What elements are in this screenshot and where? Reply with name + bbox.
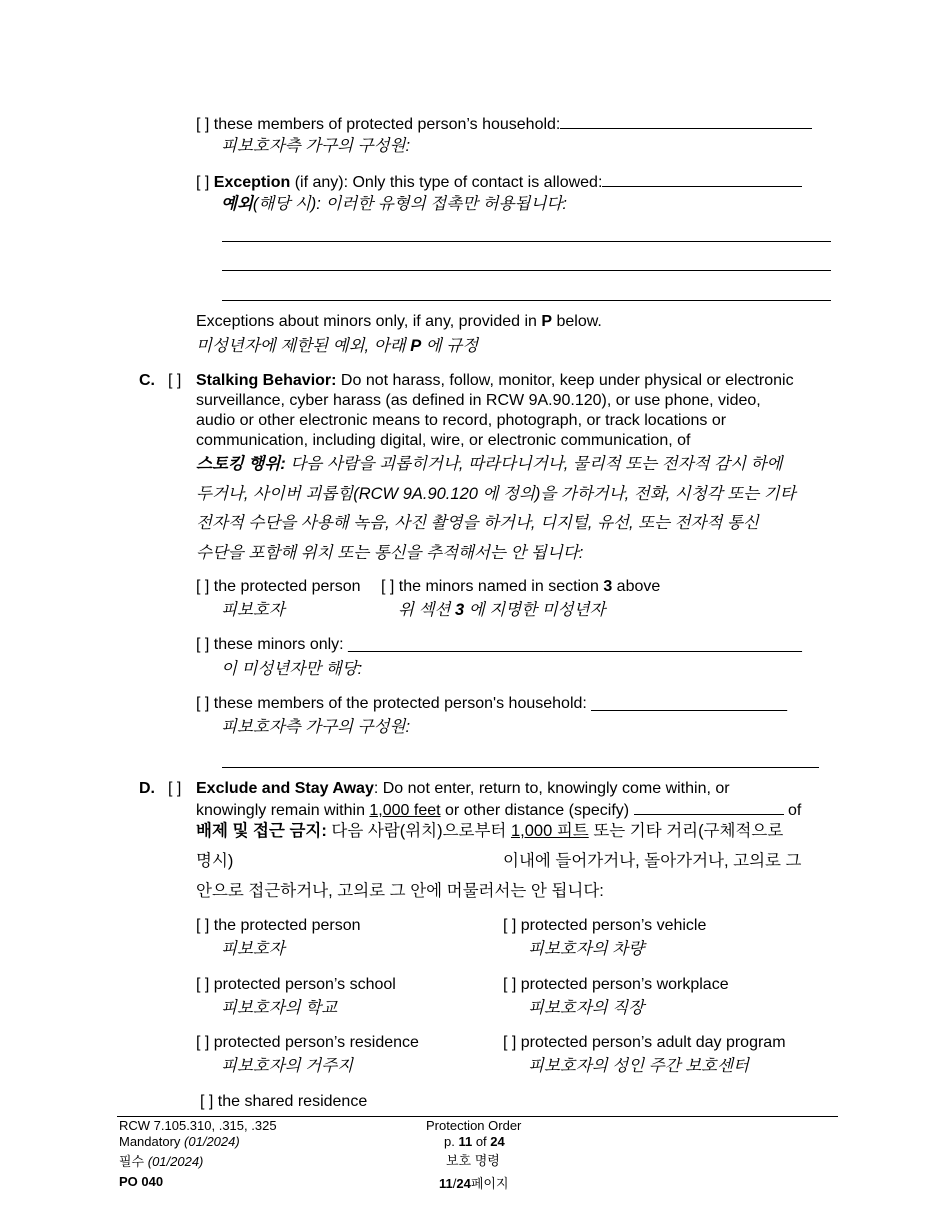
d-option-protected-person[interactable]: [ ] the protected person bbox=[196, 917, 361, 934]
exception-line-1[interactable] bbox=[222, 241, 831, 242]
section-d-checkbox[interactable]: [ ] bbox=[168, 780, 182, 797]
exception-line-3[interactable] bbox=[222, 300, 831, 301]
footer-page-total: 24 bbox=[490, 1134, 505, 1149]
section-c-line-3: audio or other electronic means to record, photograph, or track locations or bbox=[196, 412, 727, 429]
section-d-ko-line-1-text: 다음 사람(위치)으로부터 bbox=[326, 822, 511, 840]
exception-text-ko: (해당 시): 이러한 유형의 접촉만 허용됩니다: bbox=[252, 195, 567, 213]
footer-mandatory-ko-date: (01/2024) bbox=[147, 1154, 204, 1169]
footer-page-num: 11 bbox=[458, 1134, 473, 1149]
c-option-named-minors-ko-end: 에 지명한 미성년자 bbox=[464, 601, 606, 619]
section-c-title: Stalking Behavior: bbox=[196, 372, 337, 389]
exception-line-2[interactable] bbox=[222, 270, 831, 271]
d-option-shared-residence[interactable]: [ ] the shared residence bbox=[200, 1093, 368, 1110]
section-d-line-2-text: knowingly remain within bbox=[196, 802, 370, 819]
section-c-ko-line-3: 전자적 수단을 사용해 녹음, 사진 촬영을 하거나, 디지털, 유선, 또는 전자적 통신 bbox=[196, 514, 759, 532]
footer-rcw: RCW 7.105.310, .315, .325 bbox=[119, 1118, 277, 1133]
footer-form-id bbox=[119, 1174, 163, 1189]
d-option-vehicle-ko: 피보호자의 차량 bbox=[528, 940, 645, 958]
minors-note-text: Exceptions about minors only, if any, provided in bbox=[196, 313, 542, 330]
distance-blank[interactable] bbox=[634, 799, 784, 815]
household-blank[interactable] bbox=[560, 113, 812, 129]
section-d-letter-text: D. bbox=[139, 780, 155, 797]
footer-form-id-text: PO 040 bbox=[119, 1174, 164, 1189]
footer-page-of: of bbox=[472, 1134, 491, 1149]
c-option-protected-person-ko: 피보호자 bbox=[221, 601, 285, 619]
footer-doc-title: Protection Order bbox=[426, 1118, 522, 1133]
d-option-residence[interactable]: [ ] protected person’s residence bbox=[196, 1034, 419, 1051]
exception-label-ko bbox=[221, 193, 567, 215]
section-d-ko-line-2b: 이내에 들어가거나, 돌아가거나, 고의로 그 bbox=[503, 852, 802, 870]
footer-mandatory-date: (01/2024) bbox=[184, 1134, 240, 1149]
household-label: [ ] these members of protected person’s household: bbox=[196, 116, 561, 133]
section-d-ko-line-1 bbox=[196, 820, 783, 842]
section-d-ko-line-3: 안으로 접근하거나, 고의로 그 안에 머물러서는 안 됩니다: bbox=[196, 882, 604, 900]
household-label-ko: 피보호자측 가구의 구성원: bbox=[221, 137, 411, 155]
d-option-residence-ko: 피보호자의 거주지 bbox=[221, 1057, 354, 1075]
footer-page-ko-sep: / bbox=[452, 1176, 457, 1191]
c-option-household[interactable]: [ ] these members of the protected person's household: ______________________ bbox=[196, 695, 788, 712]
d-option-workplace[interactable]: [ ] protected person’s workplace bbox=[503, 976, 729, 993]
footer-mandatory bbox=[119, 1134, 240, 1149]
minors-note bbox=[196, 312, 602, 332]
d-option-school-ko: 피보호자의 학교 bbox=[221, 999, 338, 1017]
exception-option[interactable] bbox=[196, 171, 802, 193]
c-option-named-minors-ko-section: 3 bbox=[455, 601, 465, 619]
footer-mandatory-ko bbox=[119, 1154, 203, 1169]
section-d-ko-line-1-end: 또는 기타 거리(구체적으로 bbox=[588, 822, 784, 840]
section-d-line-1-text: : Do not enter, return to, knowingly come within, or bbox=[373, 780, 730, 797]
section-d-line-2 bbox=[196, 799, 801, 821]
section-c-ko-line-1 bbox=[196, 453, 783, 475]
section-c-letter-text: C. bbox=[139, 372, 155, 389]
d-option-adult-day-program-ko: 피보호자의 성인 주간 보호센터 bbox=[528, 1057, 749, 1075]
exception-blank[interactable] bbox=[602, 171, 802, 187]
household-option[interactable] bbox=[196, 113, 812, 135]
minors-note-end: below. bbox=[552, 313, 602, 330]
distance-value-ko: 1,000 피트 bbox=[510, 822, 589, 840]
d-option-vehicle[interactable]: [ ] protected person’s vehicle bbox=[503, 917, 707, 934]
exception-text: (if any): Only this type of contact is allowed: bbox=[290, 174, 603, 191]
section-d-title: Exclude and Stay Away bbox=[196, 780, 374, 797]
footer-page-ko-num: 11 bbox=[439, 1176, 453, 1191]
footer-page bbox=[444, 1134, 505, 1149]
footer-mandatory-ko-text: 필수 bbox=[119, 1154, 148, 1169]
section-d-letter bbox=[139, 779, 155, 799]
footer-mandatory-text: Mandatory bbox=[119, 1134, 185, 1149]
c-option-named-minors[interactable] bbox=[381, 577, 660, 597]
footer-page-ko-suffix: 페이지 bbox=[470, 1176, 509, 1191]
footer-divider bbox=[117, 1116, 838, 1117]
c-option-named-minors-section: 3 bbox=[603, 578, 613, 595]
d-option-school[interactable]: [ ] protected person’s school bbox=[196, 976, 396, 993]
section-c-ko-line-2: 두거나, 사이버 괴롭힘(RCW 9A.90.120 에 정의)을 가하거나, 전화, 시청각 또는 기타 bbox=[196, 485, 796, 503]
checkbox: [ ] bbox=[196, 174, 214, 191]
exception-title-ko: 예외 bbox=[221, 195, 253, 213]
section-d-line-2-mid: or other distance (specify) bbox=[440, 802, 634, 819]
c-option-named-minors-text: [ ] the minors named in section bbox=[381, 578, 604, 595]
section-c-line-1-text: Do not harass, follow, monitor, keep under physical or electronic bbox=[336, 372, 794, 389]
footer-page-ko bbox=[439, 1176, 509, 1191]
section-c-checkbox[interactable]: [ ] bbox=[168, 372, 182, 389]
footer-doc-title-ko: 보호 명령 bbox=[446, 1153, 500, 1168]
c-option-household-ko: 피보호자측 가구의 구성원: bbox=[221, 718, 411, 736]
c-option-these-minors-ko: 이 미성년자만 해당: bbox=[221, 660, 363, 678]
footer-page-ko-total: 24 bbox=[456, 1176, 471, 1191]
section-c-line-2: surveillance, cyber harass (as defined in RCW 9A.90.120), or use phone, video, bbox=[196, 392, 761, 409]
c-option-named-minors-end: above bbox=[612, 578, 661, 595]
c-household-line[interactable] bbox=[222, 767, 819, 768]
section-c-ko-title: 스토킹 행위: bbox=[196, 455, 286, 473]
minors-note-ko bbox=[196, 335, 478, 357]
c-option-protected-person[interactable]: [ ] the protected person bbox=[196, 578, 361, 595]
footer-page-prefix: p. bbox=[444, 1134, 459, 1149]
section-d-line-2-end: of bbox=[783, 802, 802, 819]
d-option-adult-day-program[interactable]: [ ] protected person’s adult day program bbox=[503, 1034, 786, 1051]
c-option-named-minors-ko-text: 위 섹션 bbox=[398, 601, 455, 619]
minors-note-ref: P bbox=[541, 313, 553, 330]
section-d-ko-line-2a: 명시) bbox=[196, 852, 234, 870]
section-d-line-1 bbox=[196, 779, 730, 799]
minors-note-ko-end: 에 규정 bbox=[421, 337, 479, 355]
c-option-named-minors-ko bbox=[398, 599, 605, 621]
distance-value: 1,000 feet bbox=[369, 802, 441, 819]
minors-note-ko-text: 미성년자에 제한된 예외, 아래 bbox=[196, 337, 411, 355]
section-c-line-1 bbox=[196, 371, 794, 391]
section-d-ko-title: 배제 및 접근 금지: bbox=[196, 822, 327, 840]
c-option-these-minors[interactable]: [ ] these minors only: ___________________________________________________ bbox=[196, 636, 802, 653]
section-c-ko-line-4: 수단을 포함해 위치 또는 통신을 추적해서는 안 됩니다: bbox=[196, 544, 584, 562]
d-option-workplace-ko: 피보호자의 직장 bbox=[528, 999, 645, 1017]
section-c-line-4: communication, including digital, wire, or electronic communication, of bbox=[196, 432, 691, 449]
section-c-letter bbox=[139, 371, 155, 391]
d-option-protected-person-ko: 피보호자 bbox=[221, 940, 285, 958]
exception-title: Exception bbox=[213, 174, 291, 191]
section-c-ko-line-1-text: 다음 사람을 괴롭히거나, 따라다니거나, 물리적 또는 전자적 감시 하에 bbox=[285, 455, 783, 473]
minors-note-ko-ref: P bbox=[410, 337, 422, 355]
